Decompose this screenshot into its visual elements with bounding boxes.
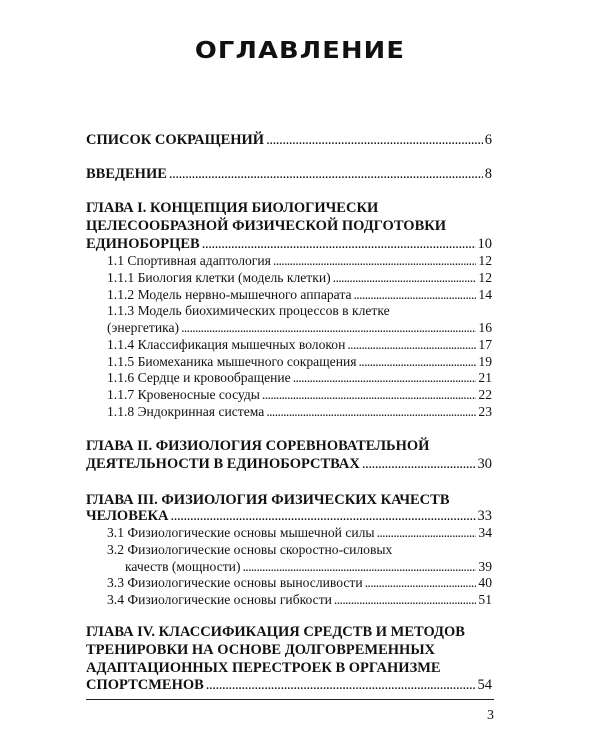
toc-page-number: 40: [478, 575, 492, 590]
dot-leader: [266, 131, 483, 149]
toc-page-number: 14: [478, 287, 492, 302]
toc-entry-3-2-line-1[interactable]: 3.2 Физиологические основы скоростно-силовых: [107, 542, 393, 557]
toc-entry-1-1-7[interactable]: [107, 386, 492, 404]
toc-page-number: 30: [477, 456, 492, 472]
toc-page-number: 16: [478, 320, 492, 335]
toc-chapter-1-line-2[interactable]: ЦЕЛЕСООБРАЗНОЙ ФИЗИЧЕСКОЙ ПОДГОТОВКИ: [86, 218, 447, 234]
toc-chapter-1-line-1[interactable]: ГЛАВА I. КОНЦЕПЦИЯ БИОЛОГИЧЕСКИ: [86, 200, 379, 216]
toc-chapter-3-line-1[interactable]: ГЛАВА III. ФИЗИОЛОГИЯ ФИЗИЧЕСКИХ КАЧЕСТВ: [86, 492, 450, 508]
toc-entry-label: 3.4 Физиологические основы гибкости: [107, 592, 332, 607]
dot-leader: [181, 319, 476, 337]
toc-entry-label: (энергетика): [107, 320, 180, 335]
toc-page-number: 21: [478, 370, 492, 385]
toc-page-number: 39: [478, 559, 492, 574]
dot-leader: [365, 574, 477, 592]
toc-page-number: 33: [477, 508, 492, 524]
dot-leader: [206, 676, 476, 694]
dot-leader: [169, 165, 483, 183]
dot-leader: [171, 507, 476, 525]
toc-entry-label: 1.1.7 Кровеносные сосуды: [107, 387, 260, 402]
toc-entry-1-1-4[interactable]: [107, 336, 492, 354]
dot-leader: [293, 369, 477, 387]
toc-entry-3-4[interactable]: [107, 591, 492, 609]
toc-entry-label: 1.1.1 Биология клетки (модель клетки): [107, 270, 331, 285]
toc-page-number: 34: [478, 525, 492, 540]
toc-entry-introduction[interactable]: [86, 165, 492, 183]
dot-leader: [347, 336, 476, 354]
toc-entry-label: 3.3 Физиологические основы выносливости: [107, 575, 363, 590]
toc-page-number: 10: [477, 236, 492, 252]
toc-entry-label: 1.1.6 Сердце и кровообращение: [107, 370, 291, 385]
dot-leader: [273, 252, 477, 270]
toc-entry-label: ЕДИНОБОРЦЕВ: [86, 236, 200, 252]
dot-leader: [262, 386, 476, 404]
page-number: 3: [487, 708, 494, 723]
toc-entry-label: 3.1 Физиологические основы мышечной силы: [107, 525, 375, 540]
toc-entry-1-1-3[interactable]: [107, 319, 492, 337]
footer-rule: [86, 699, 494, 700]
dot-leader: [334, 591, 476, 609]
toc-entry-label: ЧЕЛОВЕКА: [86, 508, 169, 524]
toc-chapter-4-line-3[interactable]: АДАПТАЦИОННЫХ ПЕРЕСТРОЕК В ОРГАНИЗМЕ: [86, 660, 441, 676]
toc-entry-label: 1.1.5 Биомеханика мышечного сокращения: [107, 354, 357, 369]
toc-entry-label: СПОРТСМЕНОВ: [86, 677, 204, 693]
dot-leader: [333, 269, 477, 287]
dot-leader: [377, 524, 477, 542]
toc-entry-chapter-1[interactable]: [86, 235, 492, 253]
toc-chapter-2-line-1[interactable]: ГЛАВА II. ФИЗИОЛОГИЯ СОРЕВНОВАТЕЛЬНОЙ: [86, 438, 430, 454]
toc-chapter-4-line-1[interactable]: ГЛАВА IV. КЛАССИФИКАЦИЯ СРЕДСТВ И МЕТОДОВ: [86, 624, 465, 640]
toc-entry-1-1-8[interactable]: [107, 403, 492, 421]
toc-entry-1-1-3-line-1[interactable]: 1.1.3 Модель биохимических процессов в клетке: [107, 303, 390, 318]
toc-entry-1-1-6[interactable]: [107, 369, 492, 387]
toc-page-number: 51: [478, 592, 492, 607]
toc-entry-abbreviations[interactable]: [86, 131, 492, 149]
toc-entry-1-1[interactable]: [107, 252, 492, 270]
toc-chapter-4-line-2[interactable]: ТРЕНИРОВКИ НА ОСНОВЕ ДОЛГОВРЕМЕННЫХ: [86, 642, 436, 658]
toc-entry-label: ДЕЯТЕЛЬНОСТИ В ЕДИНОБОРСТВАХ: [86, 456, 360, 472]
toc-entry-label: 1.1.2 Модель нервно-мышечного аппарата: [107, 287, 352, 302]
toc-entry-3-3[interactable]: [107, 574, 492, 592]
toc-entry-label: СПИСОК СОКРАЩЕНИЙ: [86, 132, 265, 148]
toc-page-number: 8: [484, 166, 492, 182]
toc-page-number: 23: [478, 404, 492, 419]
dot-leader: [202, 235, 476, 253]
toc-page-number: 22: [478, 387, 492, 402]
toc-entry-label: 1.1.8 Эндокринная система: [107, 404, 265, 419]
toc-page-number: 12: [478, 253, 492, 268]
toc-page-number: 12: [478, 270, 492, 285]
toc-entry-chapter-3[interactable]: [86, 507, 492, 525]
toc-entry-3-1[interactable]: [107, 524, 492, 542]
dot-leader: [362, 455, 476, 473]
toc-entry-label: качеств (мощности): [125, 559, 241, 574]
toc-page-number: 19: [478, 354, 492, 369]
page-title: ОГЛАВЛЕНИЕ: [194, 38, 406, 64]
dot-leader: [266, 403, 476, 421]
toc-entry-label: 1.1.4 Классификация мышечных волокон: [107, 337, 346, 352]
toc-entry-1-1-1[interactable]: [107, 269, 492, 287]
toc-entry-chapter-2[interactable]: [86, 455, 492, 473]
toc-entry-chapter-4[interactable]: [86, 676, 492, 694]
toc-page-number: 17: [478, 337, 492, 352]
toc-entry-label: ВВЕДЕНИЕ: [86, 166, 167, 182]
toc-entry-label: 1.1 Спортивная адаптология: [107, 253, 271, 268]
toc-page-number: 6: [484, 132, 492, 148]
toc-page-number: 54: [477, 677, 492, 693]
